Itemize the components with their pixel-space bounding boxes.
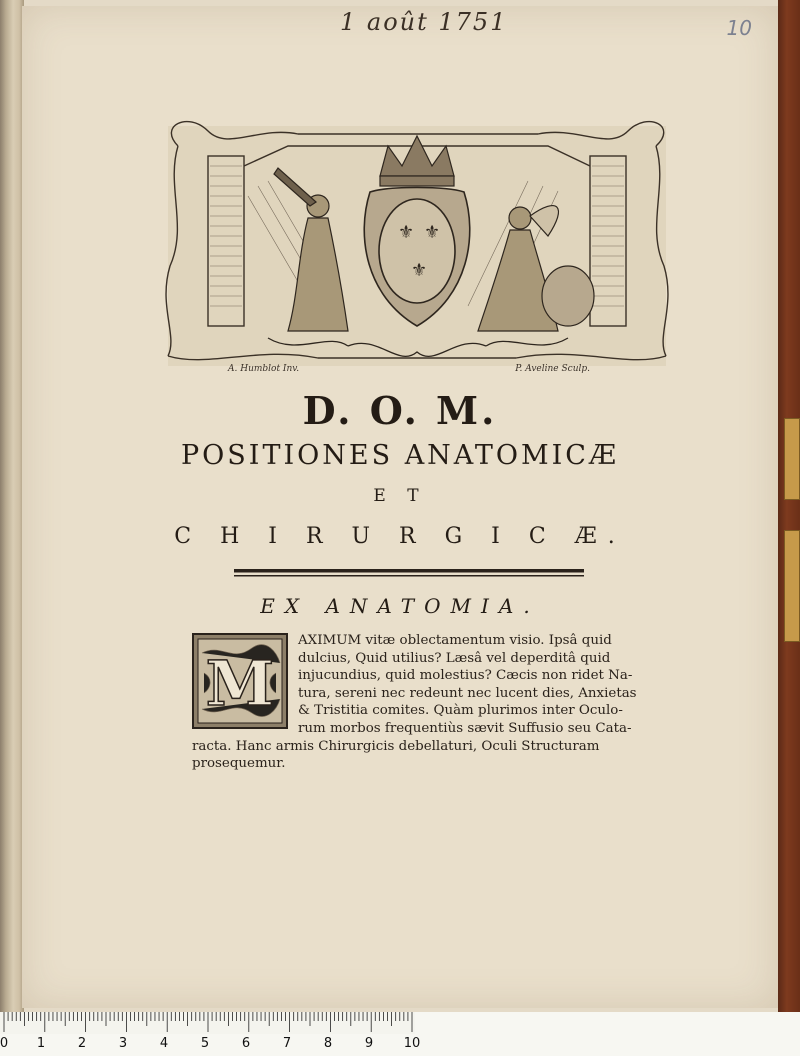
- ruler-label: 3: [118, 1036, 128, 1051]
- title-main: POSITIONES ANATOMICÆ: [181, 440, 619, 471]
- body-line: injucundius, quid molestius? Cæcis non ridet Na-: [298, 668, 633, 684]
- ruler-scale: [0, 1012, 415, 1034]
- ruler-label: 6: [241, 1036, 251, 1051]
- ruler-label: 5: [200, 1036, 210, 1051]
- body-line: AXIMUM vitæ oblectamentum visio. Ipsâ quid: [298, 633, 612, 648]
- ruler-label: 7: [282, 1036, 292, 1051]
- ruler-label: 9: [364, 1036, 374, 1051]
- body-paragraph: [192, 632, 637, 773]
- double-rule-divider: [234, 568, 584, 580]
- body-line: tura, sereni nec redeunt nec lucent dies, Anxietas: [298, 685, 637, 701]
- title-dom: D. O. M.: [302, 388, 498, 433]
- engraved-vignette: [148, 106, 686, 384]
- book-gutter-edge: [0, 0, 24, 1012]
- engraving-credits: [228, 364, 590, 374]
- drop-cap-letter: M: [205, 647, 275, 720]
- engraving-credit-right: P. Aveline Sculp.: [515, 364, 590, 374]
- body-line: dulcius, Quid utilius? Læsâ vel deperditâ quid: [298, 650, 611, 666]
- svg-text:⚜: ⚜: [424, 222, 441, 243]
- title-et: E T: [373, 486, 427, 506]
- svg-text:⚜: ⚜: [411, 260, 428, 281]
- title-subtitle: C H I R U R G I C Æ.: [174, 524, 626, 549]
- ruler-label: 1: [36, 1036, 46, 1051]
- folio-number: 10: [726, 16, 752, 40]
- ruler-label: 8: [323, 1036, 333, 1051]
- ruler-label: 4: [159, 1036, 169, 1051]
- body-line: prosequemur.: [192, 756, 286, 772]
- body-line: rum morbos frequentiùs sævit Suffusio seu Cata-: [298, 720, 632, 736]
- body-line: & Tristitia comites. Quàm plurimos inter Oculo-: [298, 703, 623, 719]
- book-cover-edge: [778, 0, 800, 1012]
- section-heading: EX ANATOMIA.: [260, 594, 540, 618]
- svg-text:⚜: ⚜: [398, 222, 415, 243]
- body-line: racta. Hanc armis Chirurgicis debellaturi, Oculi Structuram: [192, 738, 600, 754]
- ruler-label: 10: [403, 1036, 421, 1051]
- engraving-credit-left: A. Humblot Inv.: [228, 364, 300, 374]
- measurement-ruler: [0, 1012, 800, 1056]
- handwritten-date: 1 août 1751: [340, 8, 508, 36]
- ruler-label: 2: [77, 1036, 87, 1051]
- ruler-label: 0: [0, 1036, 9, 1051]
